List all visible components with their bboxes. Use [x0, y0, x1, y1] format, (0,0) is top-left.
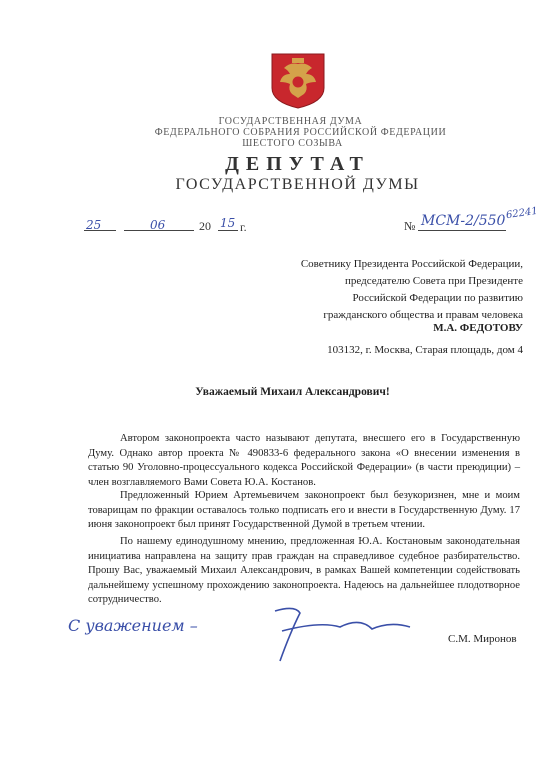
body-paragraph: По нашему единодушному мнению, предложенная Ю.А. Костановым законодательная инициатива направлена на защиту прав граждан на справедливое судебное разбирательство. Прошу Вас, уважаемый Михаил Александрович, в рамках Вашей компетенции содействовать дальнейшему успешному прохождению законопроекта. Надеюсь на дальнейшее плодотворное сотрудничество. [88, 536, 520, 606]
signature-note: С уважением – [68, 616, 198, 635]
assembly-heading: ФЕДЕРАЛЬНОГО СОБРАНИЯ РОССИЙСКОЙ ФЕДЕРАЦИИ [154, 127, 447, 138]
number-underline [418, 230, 506, 231]
number-sign: № [404, 219, 416, 233]
date-year-prefix: 20 [199, 219, 211, 233]
body-paragraph: Автором законопроекта часто называют депутата, внесшего его в Государственную Думу. Однако автор проекта № 490833-6 федерального закона «О внесении изменения в статью 90 Уголовно-процессуального кодекса Российской Федерации» (в части преюдиции) – член возглавляемого Вами Совета Ю.А. Костанов. [88, 433, 520, 488]
convocation-heading: ШЕСТОГО СОЗЫВА [242, 138, 343, 149]
addressee-address: 103132, г. Москва, Старая площадь, дом 4 [327, 344, 523, 356]
deputy-title: ДЕПУТАТ [225, 153, 370, 175]
date-day: 25 [86, 218, 102, 232]
handwritten-signature [60, 603, 420, 663]
date-year-underline [218, 230, 238, 231]
date-year-handwritten: 15 [220, 216, 236, 230]
duma-heading: ГОСУДАРСТВЕННАЯ ДУМА [218, 116, 363, 127]
coat-of-arms-icon [268, 52, 328, 110]
addressee-name: М.А. ФЕДОТОВУ [433, 322, 523, 334]
addressee-line: Советнику Президента Российской Федерации, [300, 258, 523, 270]
signature-stroke [275, 608, 410, 661]
date-month: 06 [150, 218, 166, 232]
salutation: Уважаемый Михаил Александрович! [195, 386, 390, 398]
addressee-line: Российской Федерации по развитию [352, 292, 523, 304]
addressee-line: гражданского общества и правам человека [323, 309, 523, 321]
addressee-line: председателю Совета при Президенте [344, 275, 523, 287]
signatory-name: С.М. Миронов [448, 633, 517, 645]
date-suffix: г. [240, 220, 247, 234]
deputy-subtitle: ГОСУДАРСТВЕННОЙ ДУМЫ [175, 176, 420, 193]
registration-number: 62241 [505, 205, 539, 222]
addressee-block [301, 256, 523, 324]
body-paragraph: Предложенный Юрием Артемьевичем законопроект был безукоризнен, мне и моим товарищам по фракции оставалось только подписать его и внести в Государственную Думу. 17 июня законопроект был принят Государственной Думой в третьем чтении. [88, 490, 520, 531]
document-number: МСМ-2/550 [421, 213, 506, 229]
